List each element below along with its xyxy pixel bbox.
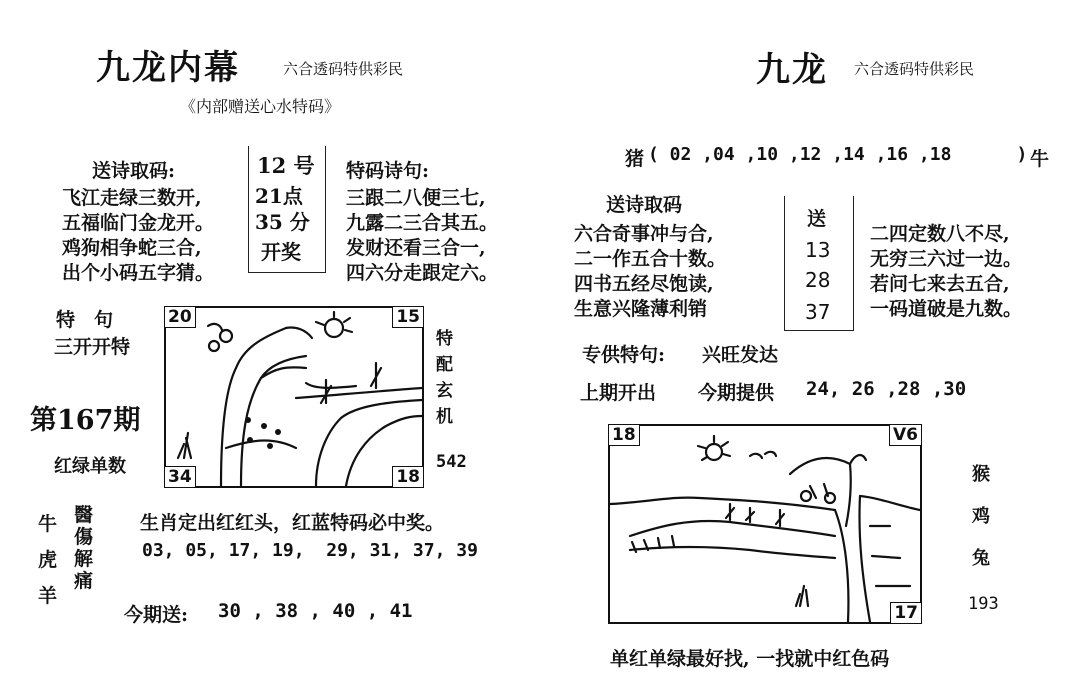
right-side-char-2: 鸡	[972, 506, 990, 527]
left-poem-line-1: 飞江走绿三数开,	[62, 187, 202, 209]
provide-label: 今期提供	[698, 382, 775, 404]
left-special-line-1: 三跟二八便三七,	[346, 187, 486, 209]
send-box-number-2: 28	[805, 268, 831, 292]
right-side-vertical	[972, 454, 990, 580]
draw-time-line-1: 12 号	[257, 153, 315, 178]
pig-numbers: ( 02 ,04 ,10 ,12 ,14 ,16 ,18 )	[648, 144, 1028, 165]
red-green-label: 红绿单数	[54, 456, 126, 477]
left-subtitle: 《内部赠送心水特码》	[180, 97, 341, 116]
right-poem-line-2: 二一作五合十数。	[574, 248, 727, 270]
right-poem-line-4: 生意兴隆薄利销	[574, 298, 708, 320]
right-picture-drawing	[610, 426, 920, 622]
today-send-numbers: 30 , 38 , 40 , 41	[218, 600, 413, 622]
medical-char-4: 痛	[74, 570, 94, 592]
left-side-char-4: 机	[436, 407, 453, 427]
draw-time-line-3: 35 分	[255, 210, 310, 234]
right-tagline: 六合透码特供彩民	[854, 60, 975, 78]
right-verse-line-3: 若问七来去五合,	[870, 273, 1010, 295]
left-tagline: 六合透码特供彩民	[283, 60, 404, 78]
right-verse	[870, 222, 1022, 322]
send-box	[784, 196, 854, 331]
left-title: 九龙内幕	[96, 48, 240, 88]
right-poem	[574, 222, 726, 322]
draw-time-box	[248, 146, 326, 273]
left-side-vertical	[436, 326, 453, 430]
left-corner-top-left: 20	[164, 306, 196, 328]
right-poem-line-1: 六合奇事冲与合,	[574, 223, 714, 245]
left-corner-bottom-right: 18	[392, 466, 424, 488]
send-box-number-1: 13	[805, 238, 831, 262]
medical-char-2: 傷	[74, 526, 94, 548]
right-corner-top-left: 18	[608, 424, 640, 446]
zodiac-goat: 羊	[38, 585, 58, 607]
right-verse-line-1: 二四定数八不尽,	[870, 223, 1010, 245]
left-poem-label: 送诗取码:	[92, 160, 176, 182]
right-side-char-1: 猴	[972, 464, 990, 485]
zodiac-tiger: 虎	[38, 549, 58, 571]
left-corner-top-right: 15	[392, 306, 424, 328]
left-riddle-picture	[164, 306, 424, 488]
right-special-label: 专供特句:	[582, 344, 666, 366]
left-special-line-4: 四六分走跟定六。	[346, 262, 499, 284]
left-corner-bottom-left: 34	[164, 466, 196, 488]
left-numbers: 03, 05, 17, 19, 29, 31, 37, 39	[142, 540, 478, 561]
right-poem-label: 送诗取码	[606, 194, 683, 216]
medical-char-3: 解	[74, 548, 94, 570]
right-riddle-picture	[608, 424, 922, 624]
today-send-label: 今期送:	[124, 604, 189, 626]
left-side-char-1: 特	[436, 329, 453, 349]
left-special-line-2: 九露二三合其五。	[346, 212, 499, 234]
te-ju-value: 三开开特	[54, 336, 131, 358]
medical-column	[74, 504, 93, 592]
left-special-label: 特码诗句:	[346, 160, 430, 182]
right-verse-line-4: 一码道破是九数。	[870, 298, 1023, 320]
issue-number: 第167期	[30, 405, 141, 436]
last-issue-label: 上期开出	[580, 382, 657, 404]
provide-numbers: 24, 26 ,28 ,30	[806, 378, 967, 400]
left-special-line-3: 发财还看三合一,	[346, 237, 486, 259]
medical-char-1: 醫	[74, 504, 94, 526]
left-picture-drawing	[166, 308, 422, 486]
left-side-char-3: 玄	[436, 381, 453, 401]
left-poem-line-2: 五福临门金龙开。	[62, 212, 215, 234]
right-side-number: 193	[968, 594, 999, 614]
left-side-char-2: 配	[436, 355, 453, 375]
pig-label: 猪	[625, 148, 645, 170]
right-title: 九龙	[756, 50, 828, 90]
left-side-number: 542	[436, 452, 467, 472]
right-special-value: 兴旺发达	[702, 344, 779, 366]
send-box-label: 送	[807, 208, 827, 230]
zodiac-ox: 牛	[38, 513, 58, 535]
send-box-number-3: 37	[805, 300, 831, 324]
ox-label: 牛	[1030, 148, 1050, 170]
draw-time-line-2: 21点	[255, 184, 303, 208]
left-slogan: 生肖定出红红头，红蓝特码必中奖。	[140, 512, 445, 534]
right-corner-top-right: V6	[889, 424, 922, 446]
right-verse-line-2: 无穷三六过一边。	[870, 248, 1023, 270]
right-corner-bottom-right: 17	[890, 602, 922, 624]
right-poem-line-3: 四书五经尽饱读,	[574, 273, 714, 295]
zodiac-column	[38, 506, 57, 614]
te-ju-label: 特 句	[56, 309, 114, 331]
left-poem-line-4: 出个小码五字猜。	[62, 262, 215, 284]
left-poem	[62, 186, 214, 286]
right-slogan: 单红单绿最好找, 一找就中红色码	[610, 648, 890, 670]
draw-time-line-4: 开奖	[261, 240, 301, 264]
right-side-char-3: 兔	[972, 548, 990, 569]
left-poem-line-3: 鸡狗相争蛇三合,	[62, 237, 202, 259]
left-special-poem	[346, 186, 498, 286]
